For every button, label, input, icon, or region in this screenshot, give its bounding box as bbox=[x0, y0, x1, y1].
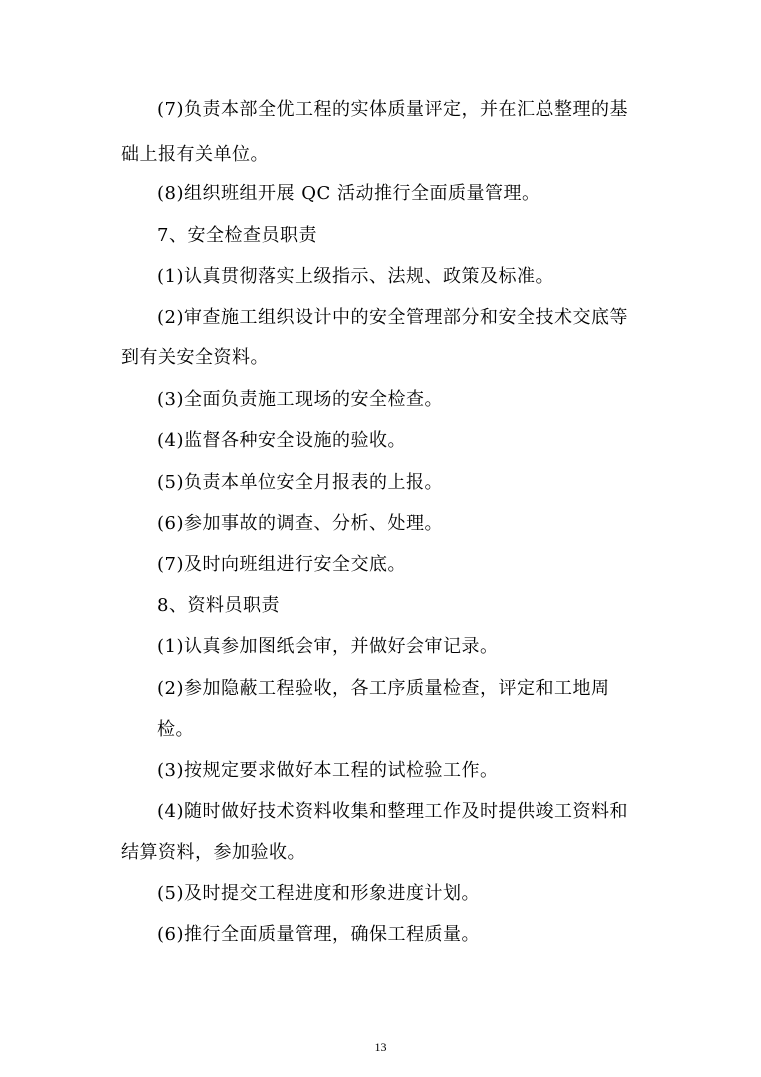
paragraph-line: (4)监督各种安全设施的验收。 bbox=[157, 430, 406, 451]
paragraph-line: (7)及时向班组进行安全交底。 bbox=[157, 554, 406, 575]
paragraph-line: (6)推行全面质量管理，确保工程质量。 bbox=[157, 924, 480, 945]
paragraph-line: (5)负责本单位安全月报表的上报。 bbox=[157, 472, 443, 493]
paragraph-line: (8)组织班组开展 QC 活动推行全面质量管理。 bbox=[157, 183, 541, 204]
paragraph-line: 到有关安全资料。 bbox=[121, 347, 269, 368]
paragraph-line: 检。 bbox=[157, 719, 194, 740]
paragraph-line: (2)参加隐蔽工程验收，各工序质量检查，评定和工地周 bbox=[157, 678, 610, 699]
paragraph-line: (1)认真贯彻落实上级指示、法规、政策及标准。 bbox=[157, 266, 554, 287]
section-heading: 7、安全检查员职责 bbox=[157, 225, 317, 246]
paragraph-line: (6)参加事故的调查、分析、处理。 bbox=[157, 513, 443, 534]
paragraph-line: (1)认真参加图纸会审，并做好会审记录。 bbox=[157, 636, 499, 657]
paragraph-line: (2)审查施工组织设计中的安全管理部分和安全技术交底等 bbox=[157, 307, 628, 328]
section-heading: 8、资料员职责 bbox=[157, 595, 280, 616]
paragraph-line: (3)按规定要求做好本工程的试检验工作。 bbox=[157, 760, 499, 781]
paragraph-line: (3)全面负责施工现场的安全检查。 bbox=[157, 389, 443, 410]
paragraph-line: (5)及时提交工程进度和形象进度计划。 bbox=[157, 883, 480, 904]
paragraph-line: 结算资料，参加验收。 bbox=[121, 842, 306, 863]
paragraph-line: (4)随时做好技术资料收集和整理工作及时提供竣工资料和 bbox=[157, 801, 628, 822]
paragraph-line: (7)负责本部全优工程的实体质量评定，并在汇总整理的基 bbox=[157, 99, 628, 120]
paragraph-line: 础上报有关单位。 bbox=[121, 144, 269, 165]
page-number: 13 bbox=[374, 1040, 387, 1054]
